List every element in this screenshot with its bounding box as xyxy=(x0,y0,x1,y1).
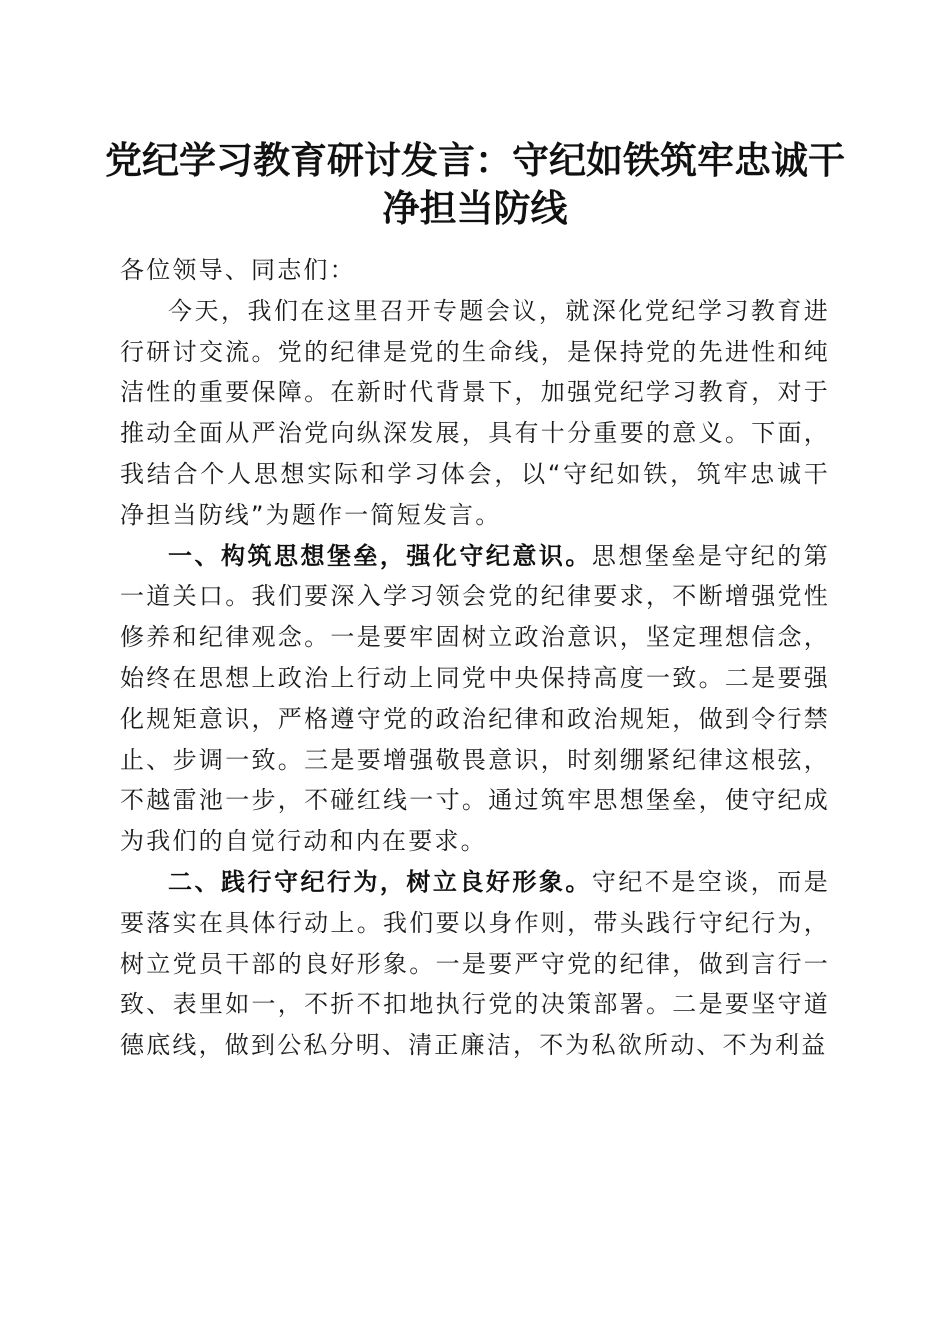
intro-paragraph: 今天，我们在这里召开专题会议，就深化党纪学习教育进行研讨交流。党的纪律是党的生命线，是保持党的先进性和纯洁性的重要保障。在新时代背景下，加强党纪学习教育，对于推动全面从严治党向纵深发展，具有十分重要的意义。下面，我结合个人思想实际和学习体会，以“守纪如铁，筑牢忠诚干净担当防线”为题作一简短发言。 xyxy=(120,296,830,529)
document-body xyxy=(120,250,830,1066)
section-paragraph xyxy=(120,536,830,862)
document-title: 党纪学习教育研讨发言：守纪如铁筑牢忠诚干净担当防线 xyxy=(105,138,845,230)
section-heading: 一、构筑思想堡垒，强化守纪意识。 xyxy=(168,541,592,570)
section-text: 守纪不是空谈，而是要落实在具体行动上。我们要以身作则，带头践行守纪行为，树立党员干部的良好形象。一是要严守党的纪律，做到言行一致、表里如一，不折不扣地执行党的决策部署。二是要坚守道德底线，做到公私分明、清正廉洁，不为私欲所动、不为利益 xyxy=(120,867,830,1060)
section-heading: 二、践行守纪行为，树立良好形象。 xyxy=(168,867,592,896)
greeting: 各位领导、同志们： xyxy=(120,256,356,284)
section-paragraph xyxy=(120,862,830,1066)
section-text: 思想堡垒是守纪的第一道关口。我们要深入学习领会党的纪律要求，不断增强党性修养和纪律观念。一是要牢固树立政治意识，坚定理想信念，始终在思想上政治上行动上同党中央保持高度一致。二是要强化规矩意识，严格遵守党的政治纪律和政治规矩，做到令行禁止、步调一致。三是要增强敬畏意识，时刻绷紧纪律这根弦，不越雷池一步，不碰红线一寸。通过筑牢思想堡垒，使守纪成为我们的自觉行动和内在要求。 xyxy=(120,541,830,856)
